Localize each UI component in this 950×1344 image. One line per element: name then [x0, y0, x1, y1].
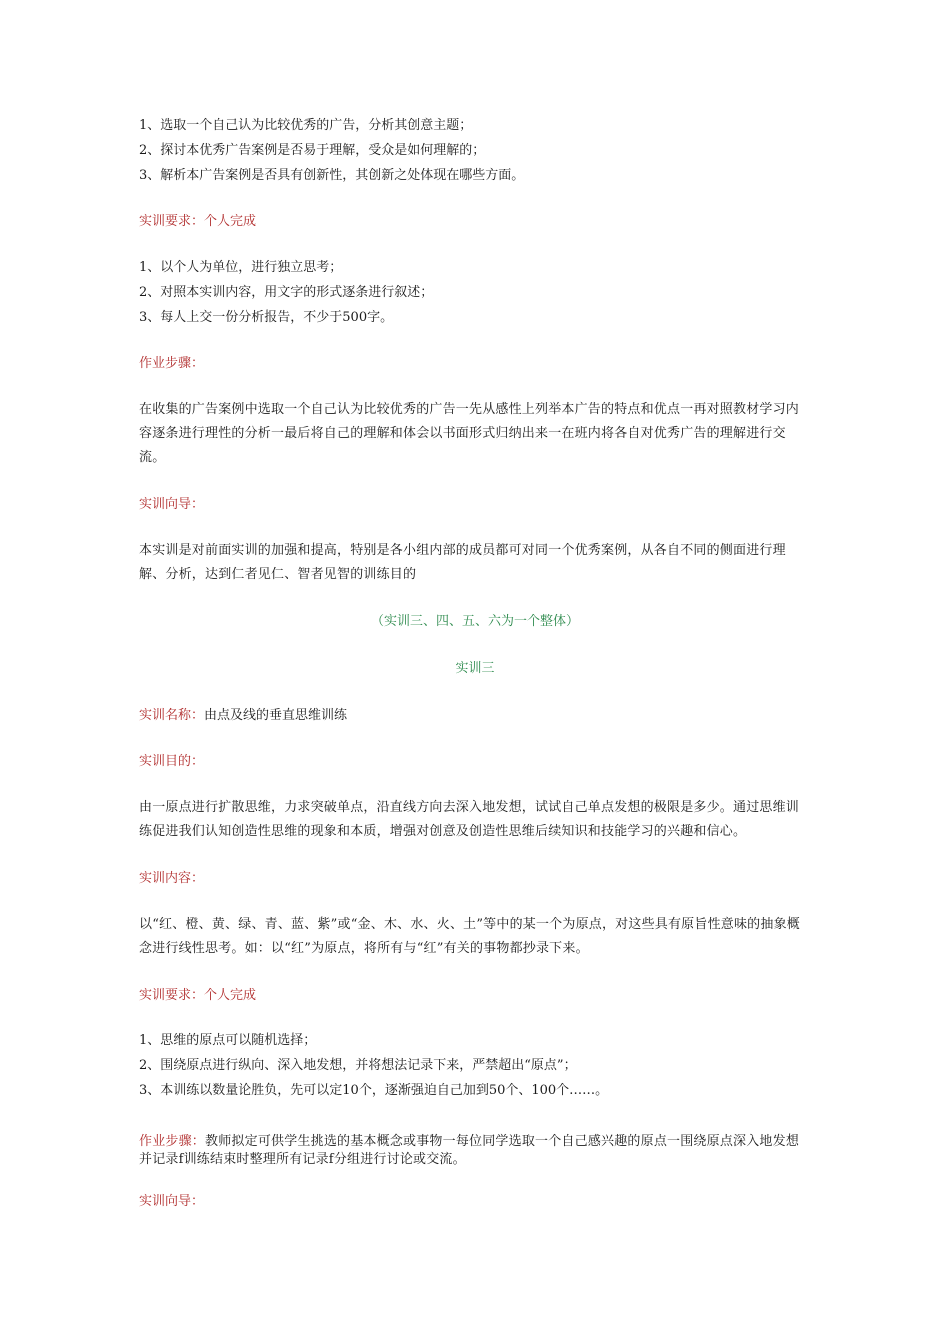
- goal-paragraph: 由一原点进行扩散思维，力求突破单点，沿直线方向去深入地发想，试试自己单点发想的极限是多少。通过思维训练促进我们认知创造性思维的现象和本质，增强对创意及创造性思维后续知识和技能学习的兴趣和信心。: [139, 800, 800, 839]
- requirement-heading-2: [139, 988, 256, 1004]
- requirement-label: 实训要求：: [139, 214, 205, 229]
- steps-heading: 作业步骤：: [139, 356, 205, 371]
- section-note: （实训三、四、五、六为一个整体）: [370, 614, 579, 629]
- steps2-text: 教师拟定可供学生挑选的基本概念或事物一每位同学选取一个自己感兴趣的原点一围绕原点深入地发想并记录f训练结束时整理所有记录f分组进行讨论或交流。: [139, 1134, 800, 1167]
- goal-heading: 实训目的：: [139, 754, 205, 769]
- guide-heading: 实训向导：: [139, 497, 205, 512]
- steps2-paragraph: [139, 1133, 811, 1169]
- requirement-label-2: 实训要求：: [139, 988, 205, 1003]
- requirement-value-2: 个人完成: [204, 988, 257, 1003]
- requirement2-item-3: 3、本训练以数量论胜负，先可以定10个，逐渐强迫自己加到50个、100个……。: [139, 1083, 609, 1098]
- steps2-label: 作业步骤：: [139, 1134, 206, 1149]
- requirement-item-1: 1、以个人为单位，进行独立思考；: [139, 260, 343, 275]
- section-title: 实训三: [455, 661, 495, 676]
- requirement-value: 个人完成: [204, 214, 257, 229]
- task-item-2: 2、探讨本优秀广告案例是否易于理解，受众是如何理解的；: [139, 143, 486, 158]
- steps-paragraph: 在收集的广告案例中选取一个自己认为比较优秀的广告一先从感性上列举本广告的特点和优点一再对照教材学习内容逐条进行理性的分析一最后将自己的理解和体会以书面形式归纳出来一在班内将各自对优秀广告的理解进行交流。: [139, 402, 800, 465]
- task-item-3: 3、解析本广告案例是否具有创新性，其创新之处体现在哪些方面。: [139, 168, 525, 183]
- training-name-value: 由点及线的垂直思维训练: [204, 708, 348, 723]
- task-item-1: 1、选取一个自己认为比较优秀的广告，分析其创意主题；: [139, 118, 473, 133]
- requirement-item-2: 2、对照本实训内容，用文字的形式逐条进行叙述；: [139, 285, 434, 300]
- training-name-label: 实训名称：: [139, 708, 205, 723]
- guide-paragraph: 本实训是对前面实训的加强和提高，特别是各小组内部的成员都可对同一个优秀案例，从各自不同的侧面进行理解、分析，达到仁者见仁、智者见智的训练目的: [139, 543, 786, 582]
- content-heading: 实训内容：: [139, 871, 205, 886]
- requirement2-item-2: 2、围绕原点进行纵向、深入地发想，并将想法记录下来，严禁超出“原点”；: [139, 1058, 577, 1073]
- requirement2-item-1: 1、思维的原点可以随机选择；: [139, 1033, 317, 1048]
- requirement-heading: [139, 214, 256, 230]
- requirement-item-3: 3、每人上交一份分析报告，不少于500字。: [139, 310, 394, 325]
- training-name: [139, 708, 347, 724]
- content-paragraph: 以“红、橙、黄、绿、青、蓝、紫”或“金、木、水、火、土”等中的某一个为原点，对这些具有原旨性意味的抽象概念进行线性思考。如：以“红”为原点，将所有与“红”有关的事物都抄录下来。: [139, 917, 800, 956]
- guide2-heading: 实训向导：: [139, 1194, 205, 1209]
